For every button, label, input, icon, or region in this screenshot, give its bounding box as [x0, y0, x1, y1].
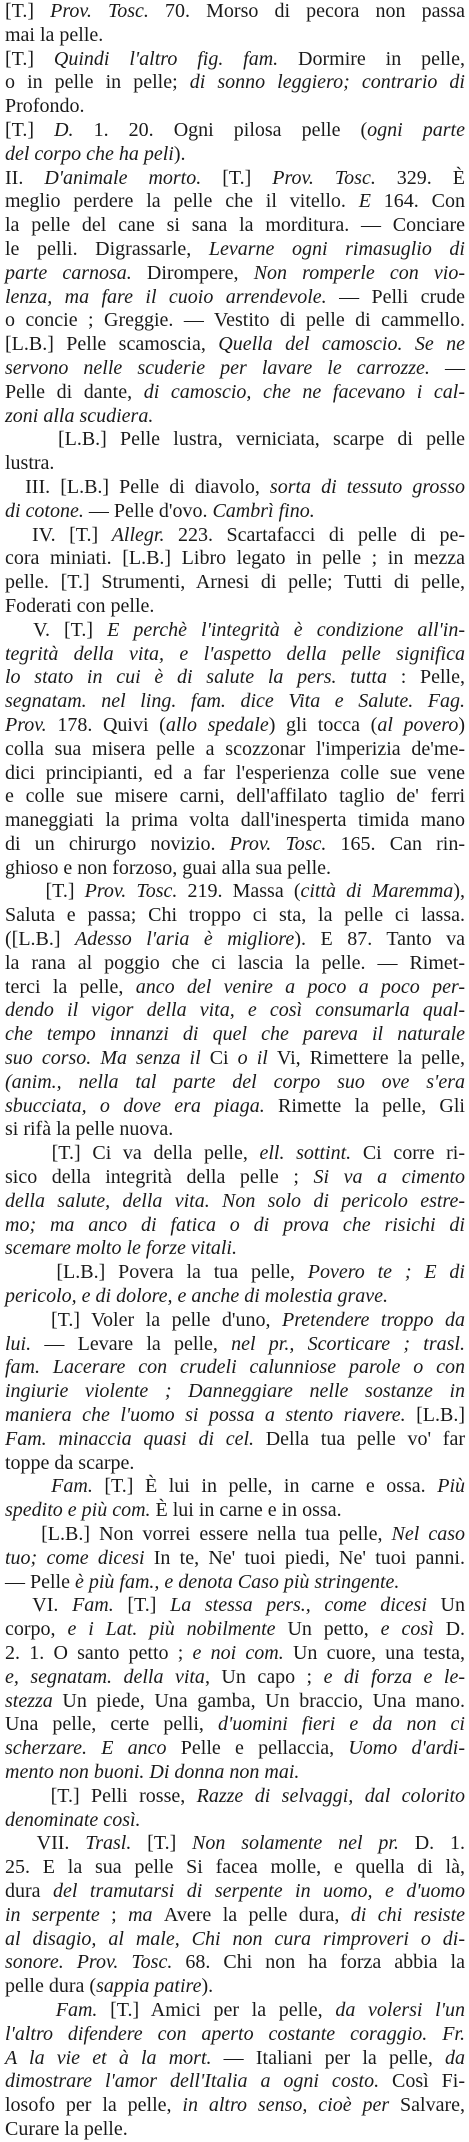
- text-run: colla sua misera pelle a scozzonar l'imperizia de'me-: [5, 737, 465, 760]
- text-run: ).: [201, 1975, 214, 1998]
- text-run: cora miniati. [L.B.] Libro legato in pelle ; in mezza: [5, 547, 465, 570]
- text-run: D.: [433, 1618, 466, 1641]
- text-line: [5, 547, 465, 571]
- text-line: [5, 1214, 465, 1238]
- text-run: Curare la pelle.: [5, 2117, 128, 2140]
- text-run: 1. 20. Ogni pilosa pelle (: [73, 118, 368, 141]
- text-line: [5, 167, 465, 191]
- text-run: [L.B.] Pelle scamoscia,: [5, 333, 219, 356]
- text-run: [T.]: [5, 0, 51, 22]
- italic-text: Allegr.: [111, 523, 165, 546]
- italic-text: Fam.: [55, 1998, 98, 2021]
- italic-text: Pretendere troppo da: [282, 1308, 465, 1331]
- italic-text: anco del venire a poco a poco per-: [135, 975, 465, 998]
- text-line: [5, 2118, 465, 2142]
- text-line: [5, 2023, 465, 2047]
- text-line: [5, 1785, 465, 1809]
- text-run: [5, 1475, 51, 1497]
- italic-text: ma: [128, 1903, 153, 1926]
- text-run: [T.] Amici per la pelle,: [97, 1998, 336, 2021]
- text-line: [5, 0, 465, 24]
- text-run: o concie ; Greggie. — Vestito di pelle di cammello.: [5, 309, 465, 332]
- italic-text: sbucciata, o dove era piaga.: [5, 1094, 265, 1117]
- italic-text: Adesso l'aria è migliore: [75, 928, 295, 951]
- text-run: Ci: [200, 1047, 238, 1070]
- text-run: Saluta e passa; Chi troppo ci sta, la pelle ci lassa.: [5, 904, 465, 927]
- text-run: [T.]: [113, 1594, 171, 1617]
- text-run: [L.B.] Non vorrei essere nella tua pelle,: [5, 1523, 392, 1545]
- entry-text-column: [5, 0, 465, 2142]
- text-run: IV. [T.]: [5, 523, 112, 546]
- text-line: [5, 1904, 465, 1928]
- italic-text: Si va a cimento: [313, 1166, 466, 1189]
- italic-text: tegrità della vita, e l'aspetto della pelle significa: [5, 642, 465, 665]
- text-run: II.: [5, 166, 45, 189]
- text-run: di un chirurgo novizio.: [5, 832, 230, 855]
- text-run: o in pelle in pelle;: [5, 71, 190, 94]
- text-line: [5, 785, 465, 809]
- italic-text: Prov. Tosc.: [50, 0, 149, 22]
- text-line: [5, 809, 465, 833]
- text-line: [5, 71, 465, 95]
- text-line: [5, 1737, 465, 1761]
- text-line: [5, 666, 465, 690]
- text-run: [T.]: [5, 47, 54, 70]
- text-run: Un piede, Una gamba, Un braccio, Una mano.: [52, 1689, 465, 1712]
- italic-text: segnatam. nel ling. fam. dice Vita e Salute. Fag.: [5, 690, 465, 713]
- text-run: Avere la pelle dura,: [152, 1903, 351, 1926]
- text-run: [L.B.] Povera la tua pelle,: [5, 1261, 308, 1284]
- text-run: [T.]: [131, 1832, 193, 1855]
- italic-text: D'animale morto.: [44, 166, 202, 189]
- text-run: [T.] È lui in pelle, in carne e ossa.: [92, 1475, 438, 1498]
- italic-text: Prov. Tosc.: [76, 1951, 173, 1974]
- text-line: [5, 1713, 465, 1737]
- text-run: Ci corre ri-: [351, 1142, 465, 1165]
- italic-text: Levarne ogni rimasuglio di: [208, 237, 465, 260]
- italic-text: dimostrare l'amor dell'Italia a ogni costo.: [5, 2070, 380, 2093]
- italic-text: città di Maremma: [300, 880, 454, 903]
- italic-text: (anim., nella tal parte del corpo suo ove s'era: [5, 1070, 465, 1093]
- italic-text: della salute, della vita. Non solo di pericolo estre-: [5, 1189, 465, 1212]
- text-run: ): [458, 713, 465, 736]
- italic-text: al povero: [377, 713, 459, 736]
- italic-text: o il: [237, 1047, 268, 1070]
- italic-text: stezza: [5, 1689, 53, 1712]
- text-line: [5, 405, 465, 429]
- italic-text: mo; ma anco di fatica o di prova che risichi di: [5, 1213, 465, 1236]
- italic-text: maniera che l'uomo si possa a stento riavere.: [5, 1404, 406, 1427]
- text-line: [5, 1642, 465, 1666]
- text-run: Dormire in pelle,: [278, 47, 465, 70]
- text-line: [5, 1380, 465, 1404]
- text-run: [5, 1999, 56, 2021]
- text-run: — Pelle: [5, 1570, 75, 1593]
- text-line: [5, 1856, 465, 1880]
- text-run: Della tua pelle vo' far: [254, 1427, 465, 1450]
- text-line: [5, 1023, 465, 1047]
- text-line: [5, 595, 465, 619]
- text-line: [5, 1047, 465, 1071]
- italic-text: nel pr., Scorticare ; trasl.: [231, 1332, 465, 1355]
- italic-text: scemare molto le forze vitali.: [5, 1237, 237, 1260]
- text-line: [5, 619, 465, 643]
- italic-text: servono nelle scuderie per lavare le carrozze.: [5, 356, 430, 379]
- italic-text: Fam.: [72, 1594, 114, 1617]
- text-run: 164. Con: [370, 190, 465, 213]
- text-line: [5, 1261, 465, 1285]
- text-run: meglio perdere la pelle che il vitello.: [5, 190, 359, 213]
- italic-text: al disagio, al male, Chi non cura rimproveri o di-: [5, 1927, 465, 1950]
- text-line: [5, 952, 465, 976]
- text-line: [5, 1832, 465, 1856]
- text-line: [5, 928, 465, 952]
- text-line: [5, 1594, 465, 1618]
- text-run: corpo,: [5, 1618, 68, 1641]
- text-run: Foderati con pelle.: [5, 594, 155, 617]
- text-line: [5, 1190, 465, 1214]
- text-line: [5, 1880, 465, 1904]
- text-run: pelle dura (: [5, 1975, 97, 1998]
- text-run: [L.B.] Pelle lustra, verniciata, scarpe di pelle: [5, 428, 465, 451]
- text-run: Rimette la pelle, Gli: [264, 1094, 465, 1117]
- italic-text: Non romperle con vio-: [253, 261, 465, 284]
- text-run: [T.]: [5, 118, 55, 141]
- italic-text: tuo; come dicesi: [5, 1546, 145, 1569]
- text-run: Un: [426, 1594, 465, 1617]
- italic-text: E perchè l'integrità è condizione all'in-: [107, 618, 466, 641]
- text-run: 223. Scartafacci di pelle di pe-: [164, 523, 465, 546]
- text-run: 2. 1. O santo petto ;: [5, 1641, 193, 1664]
- text-line: [5, 1475, 465, 1499]
- text-line: [5, 2047, 465, 2071]
- text-run: 329. È: [375, 166, 466, 189]
- italic-text: scherzare. E anco: [5, 1737, 167, 1760]
- text-line: [5, 1237, 465, 1261]
- italic-text: Razze di selvaggi, dal colorito: [196, 1784, 465, 1807]
- italic-text: del tramutarsi di serpente in uomo, e d'uomo: [53, 1879, 465, 1902]
- italic-text: e di forza e le-: [323, 1665, 465, 1688]
- text-run: si rifà la pelle nuova.: [5, 1118, 174, 1141]
- text-run: Una pelle, certe pelli,: [5, 1713, 218, 1736]
- text-line: [5, 524, 465, 548]
- text-run: V. [T.]: [5, 618, 108, 641]
- text-run: [T.]: [201, 166, 273, 189]
- text-line: [5, 333, 465, 357]
- text-line: [5, 452, 465, 476]
- text-run: ),: [453, 880, 465, 903]
- text-run: Vi, Rimettere la pelle,: [267, 1047, 465, 1070]
- text-line: [5, 143, 465, 167]
- text-run: [T.] Voler la pelle d'uno,: [5, 1308, 283, 1331]
- italic-text: La stessa pers., come dicesi: [170, 1594, 427, 1617]
- italic-text: lenza, ma fare il cuoio arrendevole.: [5, 285, 327, 308]
- italic-text: dendo il vigor della vita, e così consumarla qual-: [5, 999, 465, 1022]
- italic-text: Prov. Tosc.: [272, 166, 376, 189]
- text-run: terci la pelle,: [5, 975, 136, 998]
- italic-text: e così: [380, 1618, 434, 1641]
- italic-text: Più: [437, 1475, 466, 1498]
- text-line: [5, 1452, 465, 1476]
- text-run: mai la pelle.: [5, 23, 104, 46]
- text-line: [5, 381, 465, 405]
- text-line: [5, 1309, 465, 1333]
- text-line: [5, 643, 465, 667]
- text-run: Un cuore, una testa,: [283, 1641, 465, 1664]
- text-run: D. 1.: [398, 1832, 465, 1855]
- text-run: Un petto,: [275, 1618, 381, 1641]
- text-line: [5, 24, 465, 48]
- text-run: Salvare,: [389, 2094, 465, 2117]
- text-run: sico della integrità della pelle ;: [5, 1166, 314, 1189]
- text-line: [5, 714, 465, 738]
- text-line: [5, 1285, 465, 1309]
- text-line: [5, 1975, 465, 1999]
- text-run: e colle sue misere carni, dell'affilato taglio de' ferri: [5, 785, 465, 808]
- italic-text: lui.: [5, 1332, 32, 1355]
- text-line: [5, 1142, 465, 1166]
- text-run: la pelle del cane si sana la morditura. — Conciare: [5, 214, 465, 237]
- text-line: [5, 48, 465, 72]
- italic-text: e i Lat. più nobilmente: [67, 1618, 276, 1641]
- italic-text: Prov. Tosc.: [84, 880, 178, 903]
- text-run: maneggiati la prima volta dall'inesperta timida mano: [5, 809, 465, 832]
- text-line: [5, 1404, 465, 1428]
- text-line: [5, 1095, 465, 1119]
- text-line: [5, 1523, 465, 1547]
- italic-text: e, segnatam. della vita: [5, 1665, 205, 1688]
- text-line: [5, 286, 465, 310]
- text-line: [5, 833, 465, 857]
- italic-text: ogni parte: [367, 118, 465, 141]
- text-run: Così Fi-: [379, 2070, 465, 2093]
- text-run: ghioso e non forzoso, guai alla sua pelle.: [5, 856, 332, 879]
- text-line: [5, 1333, 465, 1357]
- text-run: Dirompere,: [131, 261, 254, 284]
- italic-text: Prov. Tosc.: [229, 832, 327, 855]
- text-line: [5, 880, 465, 904]
- text-run: In te, Ne' tuoi piedi, Ne' tuoi panni.: [144, 1546, 465, 1569]
- text-line: [5, 904, 465, 928]
- text-run: dici principianti, ed a far l'esperienza colle sue vene: [5, 761, 465, 784]
- italic-text: sorta di tessuto grosso: [269, 475, 465, 498]
- text-run: È lui in carne e in ossa.: [150, 1499, 342, 1522]
- italic-text: del corpo che ha peli: [5, 142, 174, 165]
- italic-text: in serpente: [5, 1903, 100, 1926]
- text-run: 25. E la sua pelle Si facea molle, e quella di là,: [5, 1856, 465, 1879]
- italic-text: Uomo d'ardi-: [348, 1737, 465, 1760]
- text-run: pelle. [T.] Strumenti, Arnesi di pelle; Tutti di pelle,: [5, 571, 465, 594]
- text-line: [5, 428, 465, 452]
- italic-text: Cambrì fino.: [212, 499, 315, 522]
- text-line: [5, 1809, 465, 1833]
- italic-text: zoni alla scudiera.: [5, 404, 154, 427]
- text-line: [5, 476, 465, 500]
- text-run: VII.: [5, 1832, 86, 1855]
- text-line: [5, 1761, 465, 1785]
- text-run: ). E 87. Tanto va: [294, 928, 465, 951]
- italic-text: è più fam., e denota Caso più stringente.: [75, 1570, 400, 1593]
- italic-text: Quella del camoscio. Se ne: [218, 333, 465, 356]
- italic-text: Non solamente nel pr.: [192, 1832, 399, 1855]
- text-line: [5, 857, 465, 881]
- italic-text: Nel caso: [391, 1523, 465, 1545]
- italic-text: ell. sottint.: [259, 1142, 352, 1165]
- text-line: [5, 1571, 465, 1595]
- text-run: VI.: [5, 1594, 73, 1617]
- text-line: [5, 1071, 465, 1095]
- italic-text: in altro senso, cioè per: [182, 2094, 390, 2117]
- text-line: [5, 690, 465, 714]
- italic-text: E: [358, 190, 371, 213]
- text-run: la rana al poggio che ci lascia la pelle. — Rimet-: [5, 951, 465, 974]
- text-line: [5, 1951, 465, 1975]
- text-line: [5, 1356, 465, 1380]
- italic-text: mento non buoni. Di donna non mai.: [5, 1760, 300, 1783]
- italic-text: Fam. minaccia quasi di cel.: [5, 1427, 255, 1450]
- text-line: [5, 238, 465, 262]
- italic-text: e noi com.: [192, 1641, 284, 1664]
- text-run: [L.B.]: [405, 1404, 465, 1427]
- italic-text: Quindi l'altro fig. fam.: [53, 47, 279, 70]
- text-line: [5, 1166, 465, 1190]
- text-run: [T.] Pelli rosse,: [5, 1784, 197, 1807]
- text-line: [5, 571, 465, 595]
- italic-text: A la vie et à la mort.: [5, 2046, 212, 2069]
- text-run: toppe da scarpe.: [5, 1451, 135, 1474]
- italic-text: Prov.: [5, 713, 47, 736]
- italic-text: denominate così.: [5, 1808, 141, 1831]
- text-run: : Pelle,: [386, 666, 465, 689]
- text-line: [5, 1928, 465, 1952]
- italic-text: spedito e più com.: [5, 1499, 151, 1522]
- italic-text: allo spedale: [165, 713, 269, 736]
- text-run: — Italiani per la pelle,: [211, 2046, 446, 2069]
- text-run: 219. Massa (: [177, 880, 301, 903]
- text-line: [5, 190, 465, 214]
- italic-text: ingiurie violente ; Danneggiare nelle sostanze in: [5, 1380, 465, 1403]
- text-line: [5, 762, 465, 786]
- text-line: [5, 1499, 465, 1523]
- text-line: [5, 309, 465, 333]
- italic-text: Fam.: [51, 1475, 93, 1498]
- text-run: le pelli. Digrassarle,: [5, 237, 209, 260]
- text-run: — Pelle d'ovo.: [83, 499, 213, 522]
- italic-text: Trasl.: [85, 1832, 132, 1855]
- text-run: [T.]: [5, 880, 85, 903]
- text-line: [5, 1618, 465, 1642]
- italic-text: da volersi l'un: [335, 1998, 466, 2021]
- italic-text: che tempo innanzi di quel che pareva il naturale: [5, 1023, 465, 1046]
- italic-text: fam. Lacerare con crudeli calunniose parole o con: [5, 1356, 465, 1379]
- text-line: [5, 1690, 465, 1714]
- italic-text: Povero te ; E di: [307, 1261, 465, 1284]
- text-run: ;: [99, 1903, 129, 1926]
- text-run: Pelle di dante,: [5, 380, 144, 403]
- text-run: losofo per la pelle,: [5, 2094, 183, 2117]
- text-run: ([L.B.]: [5, 928, 76, 951]
- text-run: III. [L.B.] Pelle di diavolo,: [5, 475, 270, 498]
- text-line: [5, 1999, 465, 2023]
- text-line: [5, 999, 465, 1023]
- italic-text: di cotone.: [5, 499, 84, 522]
- italic-text: sappia patire: [96, 1975, 202, 1998]
- text-line: [5, 1428, 465, 1452]
- text-line: [5, 214, 465, 238]
- text-run: ).: [173, 142, 186, 165]
- text-run: 68. Chi non ha forza abbia la: [172, 1951, 465, 1974]
- text-line: [5, 95, 465, 119]
- italic-text: D.: [54, 118, 74, 141]
- text-line: [5, 119, 465, 143]
- text-run: [T.] Ci va della pelle,: [5, 1142, 260, 1165]
- text-line: [5, 262, 465, 286]
- text-run: dura: [5, 1879, 53, 1902]
- text-line: [5, 976, 465, 1000]
- text-run: — Pelli crude: [326, 285, 465, 308]
- italic-text: d'uomini fieri e da non ci: [218, 1713, 465, 1736]
- text-run: lustra.: [5, 452, 55, 475]
- text-run: — Levare la pelle,: [31, 1332, 232, 1355]
- italic-text: di camoscio, che ne facevano i cal-: [143, 380, 466, 403]
- text-line: [5, 1118, 465, 1142]
- text-run: —: [429, 356, 466, 379]
- italic-text: suo corso. Ma senza il: [5, 1047, 201, 1070]
- italic-text: da: [445, 2046, 466, 2069]
- text-line: [5, 2070, 465, 2094]
- text-line: [5, 500, 465, 524]
- italic-text: lo stato in cui è di salute la pers. tutta: [5, 666, 387, 689]
- text-line: [5, 2094, 465, 2118]
- text-run: 165. Can rin-: [326, 832, 465, 855]
- italic-text: sonore.: [5, 1951, 77, 1974]
- text-run: Profondo.: [5, 95, 85, 118]
- italic-text: l'altro difendere con aperto costante coraggio. Fr.: [5, 2022, 465, 2045]
- text-run: 178. Quivi (: [46, 713, 166, 736]
- text-run: ) gli tocca (: [268, 713, 378, 736]
- italic-text: parte carnosa.: [5, 261, 132, 284]
- text-run: 70. Morso di pecora non passa: [148, 0, 465, 22]
- text-line: [5, 738, 465, 762]
- text-line: [5, 357, 465, 381]
- text-line: [5, 1666, 465, 1690]
- italic-text: di chi resiste: [350, 1903, 465, 1926]
- text-run: , Un capo ;: [204, 1665, 324, 1688]
- italic-text: di sonno leggiero; contrario di: [189, 71, 465, 94]
- text-run: Pelle e pellaccia,: [166, 1737, 349, 1760]
- italic-text: pericolo, e di dolore, e anche di molestia grave.: [5, 1285, 389, 1308]
- text-line: [5, 1547, 465, 1571]
